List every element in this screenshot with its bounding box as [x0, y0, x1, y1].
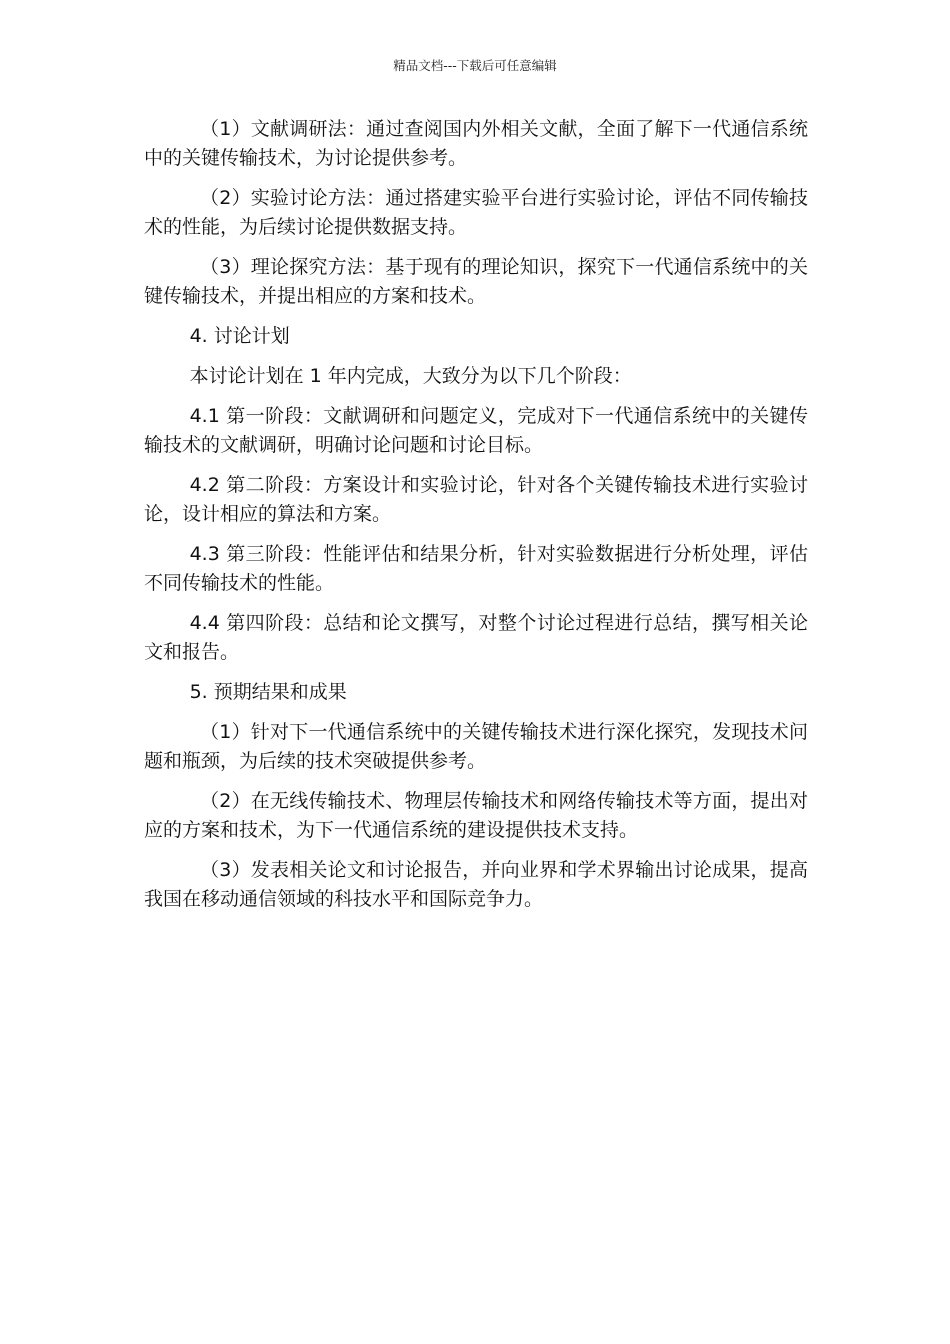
- plan-stage-1: 4.1 第一阶段：文献调研和问题定义，完成对下一代通信系统中的关键传输技术的文献调研，明确讨论问题和讨论目标。: [144, 405, 808, 456]
- result-item-1: （1）针对下一代通信系统中的关键传输技术进行深化探究，发现技术问题和瓶颈，为后续的技术突破提供参考。: [144, 721, 808, 772]
- document-body: [144, 115, 808, 925]
- method-experimental-discussion: （2）实验讨论方法：通过搭建实验平台进行实验讨论，评估不同传输技术的性能，为后续讨论提供数据支持。: [144, 187, 808, 238]
- result-item-2: （2）在无线传输技术、物理层传输技术和网络传输技术等方面，提出对应的方案和技术，为下一代通信系统的建设提供技术支持。: [144, 790, 808, 841]
- section-heading-plan: 4. 讨论计划: [189, 325, 290, 347]
- method-literature-review: （1）文献调研法：通过查阅国内外相关文献，全面了解下一代通信系统中的关键传输技术，为讨论提供参考。: [144, 118, 808, 169]
- page-header: 精品文档---下载后可任意编辑: [393, 58, 557, 73]
- result-item-3: （3）发表相关论文和讨论报告，并向业界和学术界输出讨论成果，提高我国在移动通信领域的科技水平和国际竞争力。: [144, 859, 808, 910]
- section-heading-results: 5. 预期结果和成果: [189, 681, 347, 703]
- plan-stage-3: 4.3 第三阶段：性能评估和结果分析，针对实验数据进行分析处理，评估不同传输技术的性能。: [144, 543, 808, 594]
- method-theoretical-research: （3）理论探究方法：基于现有的理论知识，探究下一代通信系统中的关键传输技术，并提出相应的方案和技术。: [144, 256, 808, 307]
- plan-intro: 本讨论计划在 1 年内完成，大致分为以下几个阶段：: [189, 365, 632, 387]
- plan-stage-2: 4.2 第二阶段：方案设计和实验讨论，针对各个关键传输技术进行实验讨论，设计相应的算法和方案。: [144, 474, 808, 525]
- plan-stage-4: 4.4 第四阶段：总结和论文撰写，对整个讨论过程进行总结，撰写相关论文和报告。: [144, 612, 808, 663]
